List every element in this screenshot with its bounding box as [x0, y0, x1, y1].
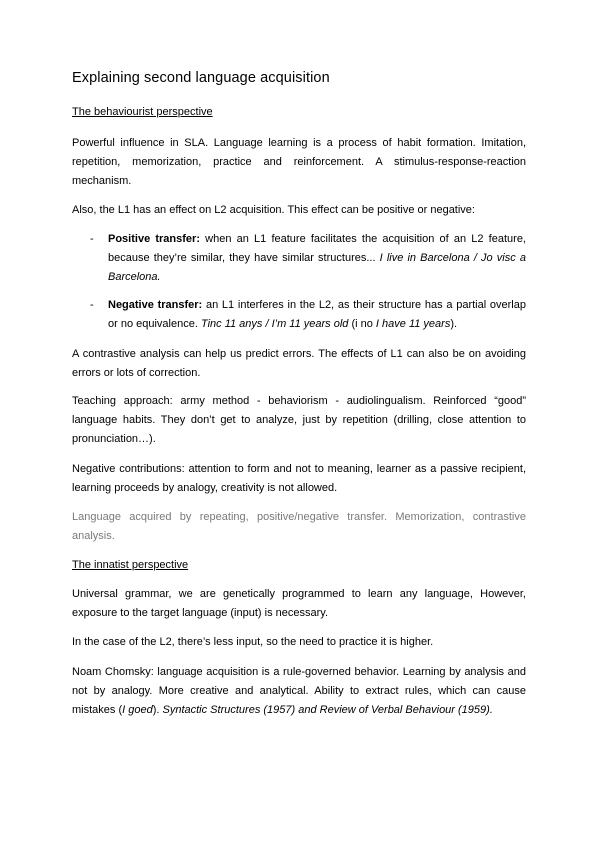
- list-item-positive-transfer: [90, 230, 526, 287]
- bullet-dash: -: [90, 299, 94, 311]
- term-negative-transfer: Negative transfer:: [108, 299, 203, 311]
- chomsky-text-mid: ).: [152, 704, 163, 716]
- paragraph-universal-grammar: Universal grammar, we are genetically programmed to learn any language, However, exposure to the target language (input) is necessary.: [72, 588, 526, 619]
- list-item-negative-transfer: [90, 296, 526, 334]
- paragraph-teaching-approach: Teaching approach: army method - behaviorism - audiolingualism. Reinforced “good” language habits. They don’t get to analyze, just by repetition (drilling, close attention to pronunciation…).: [72, 395, 526, 445]
- document-title: Explaining second language acquisition: [72, 70, 330, 86]
- example-positive-transfer: I live in Barcelona / Jo visc a Barcelona.: [108, 252, 526, 283]
- paragraph-habit-formation: Powerful influence in SLA. Language learning is a process of habit formation. Imitation, repetition, memorization, practice and reinforcement. A stimulus-response-reaction mechanism.: [72, 137, 526, 187]
- paragraph-summary: Language acquired by repeating, positive/negative transfer. Memorization, contrastive analysis.: [72, 511, 526, 542]
- paragraph-l2-input: In the case of the L2, there’s less input, so the need to practice it is higher.: [72, 636, 434, 648]
- incorrect-example: I have 11 years: [375, 318, 451, 330]
- paragraph-negative-contributions: Negative contributions: attention to form and not to meaning, learner as a passive recipient, learning proceeds by analogy, creativity is not allowed.: [72, 463, 526, 494]
- chomsky-example: I goed: [122, 704, 153, 716]
- definition-positive-transfer: when an L1 feature facilitates the acquisition of an L2 feature, because they’re similar, they have similar structures...: [108, 233, 526, 264]
- section-heading-behaviourist: The behaviourist perspective: [72, 106, 213, 118]
- chomsky-text: Noam Chomsky: language acquisition is a rule-governed behavior. Learning by analysis and not by analogy. More creative and analytical. Ability to extract rules, which can cause mistakes (: [72, 666, 526, 716]
- paragraph-l1-effect: Also, the L1 has an effect on L2 acquisition. This effect can be positive or negative:: [72, 204, 475, 216]
- paren-close: ).: [450, 318, 458, 330]
- paren-open: (i no: [348, 318, 376, 330]
- definition-negative-transfer: an L1 interferes in the L2, as their structure has a partial overlap or no equivalence.: [108, 299, 526, 330]
- chomsky-references: Syntactic Structures (1957) and Review of Verbal Behaviour (1959).: [162, 704, 493, 716]
- paragraph-chomsky: [72, 663, 526, 720]
- paragraph-contrastive-analysis: A contrastive analysis can help us predict errors. The effects of L1 can also be on avoiding errors or lots of correction.: [72, 348, 526, 379]
- example-negative-transfer: Tinc 11 anys / I’m 11 years old: [200, 318, 349, 330]
- term-positive-transfer: Positive transfer:: [108, 233, 200, 245]
- bullet-dash: -: [90, 233, 94, 245]
- section-heading-innatist: The innatist perspective: [72, 559, 189, 571]
